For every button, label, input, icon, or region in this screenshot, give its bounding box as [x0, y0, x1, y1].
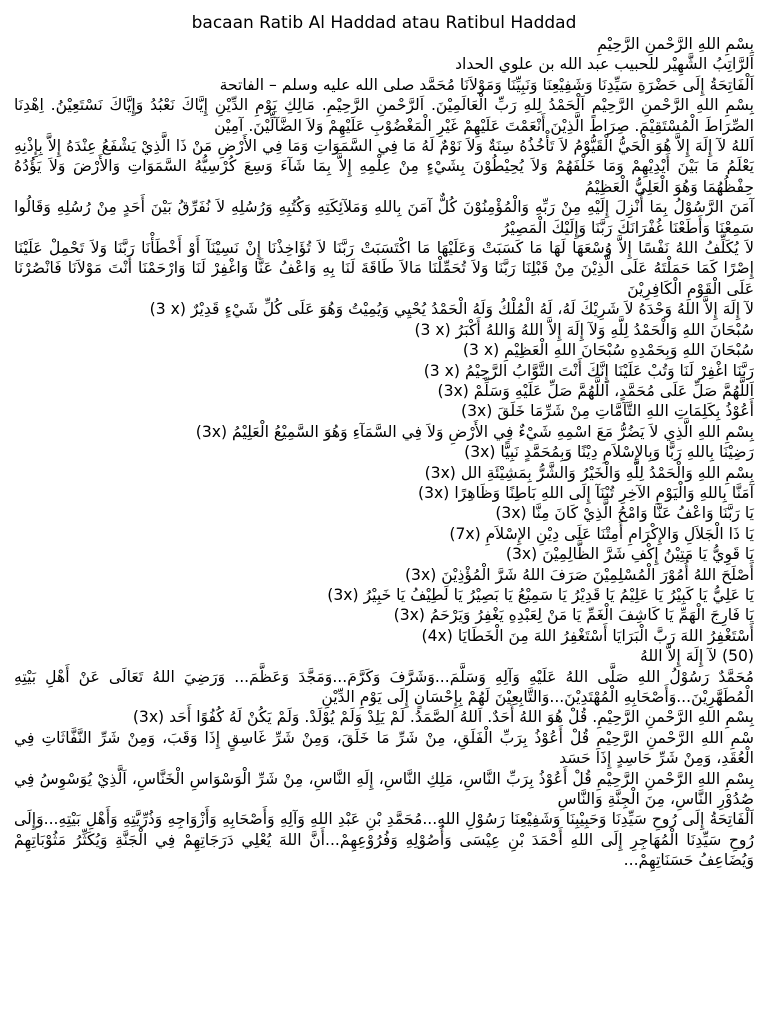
text-line: (3x) رَضِيْنَا بِاللهِ رَبًّا وَبِالإِسْلاَمِ دِيْنًا وَبِمُحَمَّدٍ نَبِيًّا: [464, 443, 754, 462]
text-line: اَلْفَاتِحَةُ إِلَى رُوحِ سَيِّدِنَا وَحَبِيْبِنَا وَشَفِيْعِنَا رَسُوْلِ اللهِ...مُحَمَّدِ بْنِ عَبْدِ اللهِ وَآلِهِ وَأَصْحَابِهِ وَأَزْوَاجِهِ وَذُرِّيَّتِهِ وَأَهْلِ بَيْتِهِ...وَإِلَى رُوحِ سَيِّدِنَا الْمُهَاجِرِ إِلَى اللهِ أَحْمَدَ بْنِ عِيْسَى وَأُصُوْلِهِ وَفُرُوْعِهِمْ...أَنَّ اللهَ يُعْلِي دَرَجَاتِهِمْ فِي الْجَنَّةِ وَيُكَثِّرُ مَثُوْبَاتِهِمْ وَيُضَاعِفُ حَسَنَاتِهِمْ...: [14, 810, 754, 870]
text-line: بِسْمِ اللهِ الرَّحْمنِ الرَّحِيْمِ اَلْحَمْدُ لِلهِ رَبِّ الْعَالَمِيْنَ. اَلرَّحْمنِ الرَّحِيْمِ. مَالِكِ يَوْمِ الدِّيْنِ إِيَّاكَ نَعْبُدُ وَإِيَّاكَ نَسْتَعِيْنُ. اِهْدِنَا الصِّرَاطَ الْمُسْتَقِيْمَ. صِرَاطَ الَّذِيْنَ أَنْعَمْتَ عَلَيْهِمْ غَيْرِ الْمَغْضُوْبِ عَلَيْهِمْ وَلاَ الضَّآلِّيْنَ. آمِيْن: [14, 96, 754, 135]
text-line: (3x) يَا قَوِيُّ يَا مَتِيْنُ إِكْفِ شَرَّ الظَّالِمِيْنَ: [505, 545, 754, 564]
text-line: (3x) يَا عَلِيُّ يَا كَبِيْرُ يَا عَلِيْمُ يَا قَدِيْرُ يَا سَمِيْعُ يَا بَصِيْرُ يَا لَطِيْفُ يَا خَبِيْرُ: [327, 585, 754, 604]
text-line: اَلْفَاتِحَةُ إِلَى حَضْرَةِ سَيِّدِنَا وَشَفِيْعِنَا وَنَبِيِّنَا وَمَوْلاَنَا مُحَمَّد صلى الله عليه وسلم – الفاتحة: [219, 75, 754, 94]
text-line: سْمِ اللهِ الرَّحْمنِ الرَّحِيْمِ قُلْ أَعُوْذُ بِرَبِّ الْفَلَقِ، مِنْ شَرِّ مَا خَلَقَ، وَمِنْ شَرِّ غَاسِقٍ إِذَا وَقَبَ، وَمِنْ شَرِّ النَّفَّاثَاتِ فِي الْعُقَدِ، وَمِنْ شَرِّ حَاسِدٍ إِذَا حَسَد: [14, 728, 754, 768]
text-line: (3x) يَا رَبَّنَا وَاعْفُ عَنَّا وَامْحُ الَّذِيْ كَانَ مِنَّا: [495, 504, 754, 523]
document-title: bacaan Ratib Al Haddad atau Ratibul Haddad: [191, 13, 577, 33]
text-line: (3x) أَصْلَحَ اللهُ أُمُوْرَ الْمُسْلِمِيْنَ صَرَفَ اللهُ شَرَّ الْمُؤْذِيْنَ: [404, 565, 754, 584]
text-line: (7x) يَا ذَا الْجَلاَلِ وَالإِكْرَامِ أَمِتْنَا عَلَى دِيْنِ الإِسْلاَمِ: [449, 524, 754, 543]
text-line: (4x) أَسْتَغْفِرُ اللهَ رَبَّ الْبَرَايَا أَسْتَغْفِرُ اللهَ مِنَ الْخَطَايَا: [421, 626, 754, 645]
text-line: (3x) بِسْمِ اللهِ وَالْحَمْدُ لِلَّهِ وَالْخَيْرُ وَالشَّرُّ بِمَشِيْئَةِ الل: [424, 463, 754, 482]
text-line: اَلرَّاتِبُ الشَّهِيْر للحبيب عبد الله بن علوي الحداد: [455, 55, 754, 74]
text-line: (3x) اَللَّهُمَّ صَلِّ عَلَى مُحَمَّدٍ، اَللَّهُمَّ صَلِّ عَلَيْهِ وَسَلِّمْ: [437, 381, 754, 400]
text-line: لاَ يُكَلِّفُ اللهُ نَفْسًا إِلاَّ وُسْعَهَا لَهَا مَا كَسَبَتْ وَعَلَيْهَا مَا اكْتَسَبَتْ رَبَّنَا لاَ تُؤَاخِذْنَا إِنْ نَسِيْنَآ أَوْ أَخْطَأْنَا رَبَّنَا وَلاَ تَحْمِلْ عَلَيْنَا إِصْرًا كَمَا حَمَلْتَهُ عَلَى الَّذِيْنَ مِنْ قَبْلِنَا رَبَّنَا وَلاَ تُحَمِّلْنَا مَالاَ طَاقَةَ لَنَا بِهِ وَاعْفُ عَنَّا وَاغْفِرْ لَنَا وَارْحَمْنَا أَنْتَ مَوْلاَنَا فَانْصُرْنَا عَلَى الْقَوْمِ الْكَافِرِيْنَ: [14, 239, 754, 298]
text-line: (3x) بِسْمِ اللهِ الَّذِي لاَ يَضُرُّ مَعَ اسْمِهِ شَيْءٌ فِي الأَرْضِ وَلاَ فِي السَّمَآءِ وَهُوَ السَّمِيْعُ الْعَلِيْمُ: [195, 422, 754, 441]
text-line: (3x) يَا فَارِجَ الْهَمِّ يَا كَاشِفَ الْغَمِّ يَا مَنْ لِعَبْدِهِ يَغْفِرُ وَيَرْحَمُ: [393, 606, 754, 625]
text-line: (3x) أَعُوْذُ بِكَلِمَاتِ اللهِ التَّآمَّاتِ مِنْ شَرِّمَا خَلَقَ: [461, 402, 754, 421]
text-line: (3 x) سُبْحَانَ اللهِ وَبِحَمْدِهِ سُبْحَانَ اللهِ الْعَظِيْمِ: [462, 341, 754, 360]
text-line: آمَنَ الرَّسُوْلُ بِمَا أُنْزِلَ إِلَيْهِ مِنْ رَبِّهِ وَالْمُؤْمِنُوْنَ كُلٌّ آمَنَ بِاللهِ وَمَلآئِكَتِهِ وَكُتُبِهِ وَرُسُلِهِ لاَ نُفَرِّقُ بَيْنَ أَحَدٍ مِنْ رُسُلِهِ وَقَالُوا سَمِعْنَا وَأَطَعْنَا غُفْرَانَكَ رَبَّنَا وَإِلَيْكَ الْمَصِيْرُ: [14, 198, 754, 237]
text-line: بِسْمِ اللهِ الرَّحْمنِ الرَّحِيْمِ قُلْ أَعُوْذُ بِرَبِّ النَّاسِ، مَلِكِ النَّاسِ، إِلَهِ النَّاسِ، مِنْ شَرِّ الْوَسْوَاسِ الْخَنَّاسِ، اَلَّذِيْ يُوَسْوِسُ فِي صُدُوْرِ النَّاسِ، مِنَ الْجِنَّةِ وَالنَّاسِ: [14, 769, 754, 809]
text-line: بِسْمِ اللهِ الرَّحْمنِ الرَّحِيْمِ: [597, 35, 754, 53]
text-line: (3 x) لآ إِلَهَ إِلاَّ اللهُ وَحْدَهُ لاَ شَرِيْكَ لَهُ، لَهُ الْمُلْكُ وَلَهُ الْحَمْدُ يُحْيِي وَيُمِيْتُ وَهُوَ عَلَى كُلِّ شَيْءٍ قَدِيْرٌ: [149, 300, 754, 319]
text-line: (3 x) رَبَّنَا اغْفِرْ لَنَا وَتُبْ عَلَيْنَا إِنَّكَ أَنْتَ التَّوَّابُ الرَّحِيْمُ: [423, 361, 754, 380]
text-line: (3 x) سُبْحَانَ اللهِ وَالْحَمْدُ لِلَّهِ وَلآ إِلَهَ إِلاَّ اللهُ وَاللهُ أَكْبَرُ: [414, 320, 754, 339]
text-line: مُحَمَّدٌ رَسُوْلُ اللهِ صَلَّى اللهُ عَلَيْهِ وَآلِهِ وَسَلَّمَ...وَشَرَّفَ وَكَرَّمَ...وَمَجَّدَ وَعَظَّمَ... وَرَضِيَ اللهُ تَعَالَى عَنْ أَهْلِ بَيْتِهِ الْمُطَهَّرِيْنَ...وَأَصْحَابِهِ الْمُهْتَدِيْنَ...وَالتَّابِعِيْنَ لَهُمْ بِإِحْسَانٍ إِلَى يَوْمِ الدِّيْنِ: [14, 667, 754, 706]
document-body: [14, 34, 754, 871]
text-line: (50) لآ إِلَهَ إِلاَّ اللهُ: [639, 647, 754, 666]
text-line: (3x) بِسْمِ اللهِ الرَّحْمنِ الرَّحِيْمِ. قُلْ هُوَ اللهُ أَحَدٌ. اَللهُ الصَّمَدُ. لَمْ يَلِدْ وَلَمْ يُوْلَدْ. وَلَمْ يَكُنْ لَهُ كُفُوًا أَحَد: [132, 708, 754, 727]
text-line: (3x) آمَنَّا بِاللهِ وَالْيَوْمِ الآخِرِ تُبْنَآ إِلَى اللهِ بَاطِنًا وَظَاهِرًا: [418, 483, 754, 502]
text-line: اَللهُ لآ إِلَهَ إِلاَّ هُوَ الْحَيُّ الْقَيُّوْمُ لاَ تَأْخُذُهُ سِنَةٌ وَلاَ نَوْمٌ لَهُ مَا فِي السَّمَوَاتِ وَمَا فِي الأَرْضِ مَنْ ذَا الَّذِيْ يَشْفَعُ عِنْدَهُ إِلاَّ بِإِذْنِهِ يَعْلَمُ مَا بَيْنَ أَيْدِيْهِمْ وَمَا خَلْفَهُمْ وَلاَ يُحِيْطُوْنَ بِشَيْءٍ مِنْ عِلْمِهِ إِلاَّ بِمَا شَآءَ وَسِعَ كُرْسِيُّهُ السَّمَوَاتِ وَالأَرْضَ وَلاَ يَؤُدُهُ حِفْظُهُمَا وَهُوَ الْعَلِيُّ الْعَظِيْمُ: [14, 137, 754, 196]
